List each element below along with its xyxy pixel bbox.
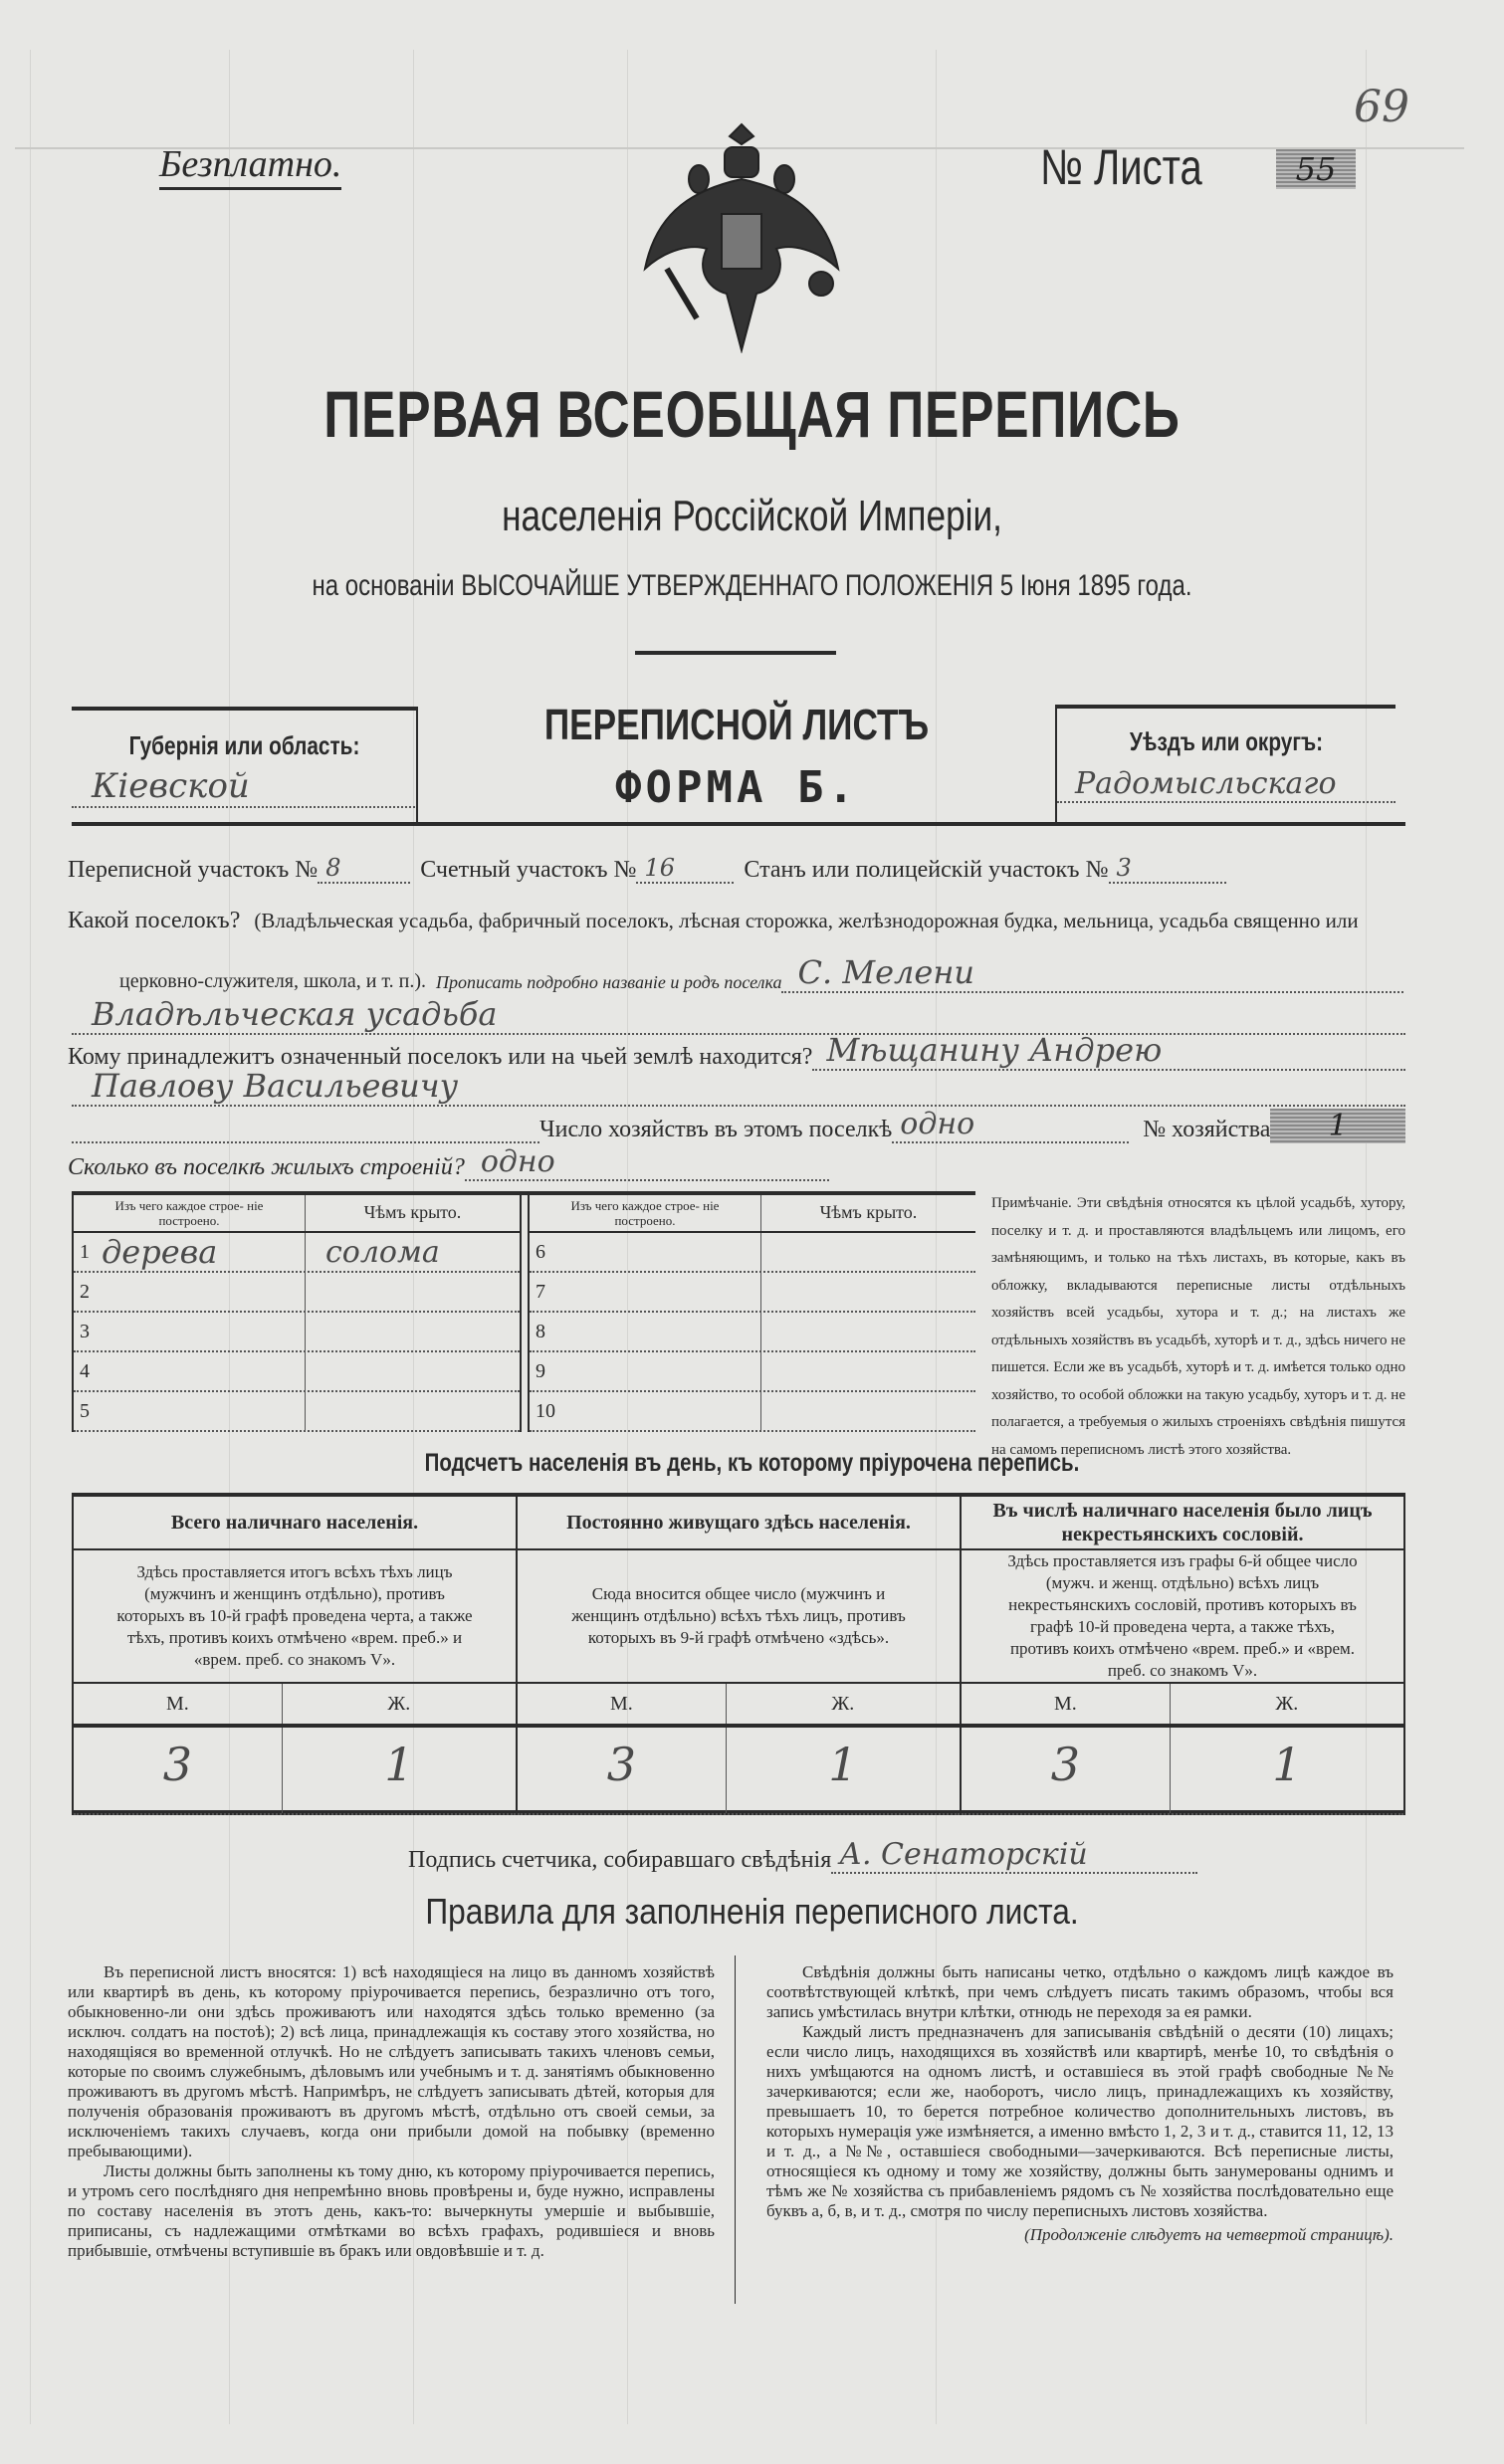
table-row	[74, 1313, 520, 1352]
owner-label: Кому принадлежитъ означенный поселокъ или на чьей землѣ находится?	[68, 1044, 813, 1070]
female-count-field[interactable]: 1	[384, 1738, 414, 1791]
table-row	[530, 1273, 975, 1313]
signature-field[interactable]: А. Сенаторскій	[831, 1837, 1197, 1874]
material-cell[interactable]	[74, 1273, 306, 1311]
signature-label: Подпись счетчика, собиравшаго свѣдѣнія	[408, 1847, 832, 1873]
table-row	[530, 1313, 975, 1352]
female-label: Ж.	[387, 1693, 411, 1715]
row-number: 6	[536, 1240, 545, 1263]
roof-cell[interactable]: солома	[324, 1235, 440, 1270]
basis-line: на основаніи ВЫСОЧАЙШЕ УТВЕРЖДЕННАГО ПОЛОЖЕНІЯ 5 Іюня 1895 года.	[312, 569, 1192, 602]
column-header-roof: Чѣмъ крыто.	[363, 1202, 462, 1222]
settlement-field[interactable]: С. Мелени	[781, 953, 1403, 993]
household-number-label: № хозяйства	[1143, 1117, 1271, 1142]
households-label: Число хозяйствъ въ этомъ поселкѣ	[539, 1117, 893, 1142]
table-header	[74, 1195, 520, 1233]
material-cell[interactable]	[530, 1313, 761, 1350]
female-label: Ж.	[1275, 1693, 1299, 1715]
material-cell[interactable]	[530, 1233, 761, 1271]
rules-paragraph: Въ переписной листъ вносятся: 1) всѣ находящіеся на лицо въ данномъ хозяйствѣ или квартирѣ въ день, къ которому пріурочивается перепись, безразлично отъ того, обыкновенно-ли они здѣсь проживаютъ или находятся здѣсь только временно (за исключ. солдатъ на постоѣ); 2) всѣ лица, принадлежащія къ составу этого хозяйства, но находящіяся во временной отлучкѣ. Но не слѣдуетъ записывать такихъ членовъ семьи, которые по своимъ служебнымъ, дѣловымъ или учебнымъ и т. д. занятіямъ обыкновенно проживаютъ въ другомъ мѣстѣ. Напримѣръ, не слѣдуетъ записывать дѣтей, которыя для полученія образованія проживаютъ въ другомъ мѣстѣ, отдѣльно отъ своей семьи, за исключеніемъ такихъ случаевъ, когда они прибыли домой на побывку (временно пребывающими).	[68, 1962, 715, 2160]
material-cell[interactable]	[74, 1392, 306, 1430]
male-label: М.	[962, 1684, 1171, 1724]
table-row	[74, 1352, 520, 1392]
table-row	[530, 1233, 975, 1273]
households-row	[72, 1107, 1405, 1143]
female-count-field[interactable]: 1	[1272, 1738, 1302, 1791]
blank-line	[72, 1141, 539, 1143]
divider	[735, 1955, 736, 2304]
divider	[635, 651, 836, 655]
households-field[interactable]: одно	[892, 1107, 1129, 1143]
settlement-row-2	[119, 953, 1403, 993]
double-headed-eagle-icon	[637, 119, 846, 353]
buildings-row	[68, 1144, 829, 1181]
sheet-number-label: № Листа	[1040, 139, 1202, 195]
show-through-line	[30, 50, 31, 2424]
counting-district-field[interactable]: 16	[636, 854, 734, 884]
population-table	[72, 1493, 1405, 1815]
divider	[1055, 707, 1057, 824]
divider	[1055, 705, 1396, 709]
table-row	[530, 1392, 975, 1432]
sex-labels	[518, 1684, 960, 1728]
owner-field[interactable]: Мѣщанину Андрею	[812, 1031, 1405, 1071]
page-subtitle: населенія Россійской Имперіи,	[502, 492, 1002, 540]
material-cell[interactable]	[74, 1313, 306, 1350]
male-count-field[interactable]: 3	[74, 1728, 283, 1813]
roof-cell[interactable]	[306, 1313, 520, 1350]
row-number: 4	[80, 1359, 90, 1382]
row-number: 10	[536, 1399, 555, 1422]
male-count-field[interactable]: 3	[962, 1728, 1171, 1813]
buildings-note: Примѣчаніе. Эти свѣдѣнія относятся къ цѣлой усадьбѣ, хутору, поселку и т. д. и проставляются владѣльцемъ или лицомъ, его замѣняющимъ, и только на тѣхъ листахъ, въ которые, какъ въ обложку, вкладываются переписные листы отдѣльныхъ хозяйствъ всей усадьбы, хутора и т. д.; на листахъ же отдѣльныхъ хозяйствъ въ усадьбѣ, хуторѣ и т. д., здѣсь ничего не пишется. Если же въ усадьбѣ, хуторѣ и т. д. имѣется только одно хозяйство, то особой обложки на такую усадьбу, хуторъ и т. д. не полагается, а требуемыя о жилыхъ строеніяхъ свѣдѣнія пишутся на самомъ переписномъ листѣ этого хозяйства.	[991, 1195, 1405, 1458]
population-column-header: Въ числѣ наличнаго населенія было лицъ некрестьянскихъ сословій.	[962, 1497, 1403, 1550]
owner-field-2[interactable]: Павлову Васильевичу	[72, 1067, 1405, 1107]
row-number: 8	[536, 1320, 545, 1342]
female-label: Ж.	[831, 1693, 855, 1715]
sex-values	[518, 1728, 960, 1815]
roof-cell[interactable]	[306, 1392, 520, 1430]
divider	[72, 822, 1405, 826]
population-column-description: Здѣсь проставляется итогъ всѣхъ тѣхъ лицъ (мужчинъ и женщинъ отдѣльно), противъ которыхъ въ 10-й графѣ проведена черта, а также тѣхъ, противъ коихъ отмѣчено «врем. преб.» и «врем. преб. со знакомъ V».	[74, 1550, 516, 1684]
settlement-label: Какой поселокъ?	[68, 908, 241, 933]
population-column-header: Всего наличнаго населенія.	[74, 1497, 516, 1550]
population-column-description: Здѣсь проставляется изъ графы 6-й общее число (мужч. и женщ. отдѣльно) всѣхъ лицъ некрестьянскихъ сословій, противъ которыхъ въ графѣ 10-й проведена черта, а также тѣхъ, противъ коихъ отмѣчено «врем. преб.» и «врем. преб. со знакомъ V».	[962, 1550, 1403, 1684]
settlement-hint-2: церковно-служителя, школа, и т. п.).	[119, 970, 426, 992]
population-column-description: Сюда вносится общее число (мужчинъ и женщинъ отдѣльно) всѣхъ тѣхъ лицъ, противъ которыхъ въ 9-й графѣ отмѣчено «здѣсь».	[518, 1550, 960, 1684]
population-column	[962, 1497, 1403, 1810]
buildings-label: Сколько въ поселкѣ жилыхъ строеній?	[68, 1154, 465, 1180]
district-field[interactable]: Радомысльскаго	[1057, 766, 1396, 803]
rules-left-column	[68, 1962, 715, 2261]
rules-title: Правила для заполненія переписного листа.	[425, 1891, 1079, 1932]
buildings-table	[72, 1191, 975, 1432]
district-numbers-row	[68, 854, 1226, 884]
female-count-field[interactable]: 1	[828, 1738, 858, 1791]
police-district-field[interactable]: 3	[1109, 854, 1226, 884]
form-title: ПЕРЕПИСНОЙ ЛИСТЪ	[543, 701, 930, 749]
rules-right-column	[766, 1962, 1394, 2245]
table-row	[74, 1233, 520, 1273]
form-subtitle: ФОРМА Б.	[615, 762, 858, 813]
column-header-material: Изъ чего каждое строе- ніе построено.	[74, 1195, 306, 1231]
owner-row	[68, 1031, 1405, 1071]
sex-labels	[962, 1684, 1403, 1728]
roof-cell[interactable]	[306, 1273, 520, 1311]
column-header-material: Изъ чего каждое строе- ніе построено.	[530, 1195, 761, 1231]
counting-district-label: Счетный участокъ №	[420, 857, 637, 883]
material-cell[interactable]	[530, 1273, 761, 1311]
table-row	[530, 1352, 975, 1392]
row-number: 3	[80, 1320, 90, 1342]
sheet-number-value: 55	[1276, 149, 1356, 189]
roof-cell[interactable]	[761, 1273, 975, 1311]
divider	[520, 1195, 530, 1432]
population-column	[74, 1497, 518, 1810]
settlement-instruction: Прописать подробно названіе и родъ поселка	[436, 972, 782, 992]
sex-values	[74, 1728, 516, 1815]
male-label: М.	[74, 1684, 283, 1724]
household-number-field[interactable]: 1	[1270, 1109, 1405, 1143]
province-label: Губернія или область:	[128, 730, 360, 760]
row-number: 9	[536, 1359, 545, 1382]
continued-note: (Продолженіе слѣдуетъ на четвертой страницѣ).	[1024, 2225, 1394, 2244]
rules-paragraph: Каждый листъ предназначенъ для записыванія свѣдѣній о десяти (10) лицахъ; если число лицъ, находящихся въ хозяйствѣ или квартирѣ, менѣе 10, то свѣдѣнія о нихъ умѣщаются на одномъ листѣ, и оставшіеся въ этой графѣ свободные №№ зачеркиваются; если же, наоборотъ, число лицъ, принадлежащихъ къ хозяйству, превышаетъ 10, то берется потребное количество дополнительныхъ листовъ, въ которыхъ нумерація уже измѣняется, а именно вмѣсто 1, 2, 3 и т. д., ставится 11, 12, 13 и т. д., а №№, оставшіеся свободными—зачеркиваются. Всѣ переписные листы, относящіеся къ одному и тому же хозяйству, должны быть занумерованы однимъ и тѣмъ же № хозяйства съ прибавленіемъ рядомъ съ № хозяйства послѣдовательно еще буквъ а, б, в, и т. д., смотря по числу переписныхъ листовъ хозяйства.	[766, 2022, 1394, 2220]
population-column	[518, 1497, 962, 1810]
roof-cell[interactable]	[761, 1313, 975, 1350]
census-district-field[interactable]: 8	[318, 854, 410, 884]
row-number: 7	[536, 1280, 545, 1303]
population-column-header: Постоянно живущаго здѣсь населенія.	[518, 1497, 960, 1550]
free-label: Безплатно.	[159, 141, 341, 190]
roof-cell[interactable]	[761, 1352, 975, 1390]
male-label: М.	[518, 1684, 727, 1724]
police-district-label: Станъ или полицейскій участокъ №	[744, 857, 1109, 883]
table-row	[74, 1273, 520, 1313]
male-count-field[interactable]: 3	[518, 1728, 727, 1813]
material-cell[interactable]	[530, 1352, 761, 1390]
table-row	[74, 1392, 520, 1432]
material-cell[interactable]	[74, 1352, 306, 1390]
row-number: 1	[80, 1240, 90, 1263]
settlement-field-2[interactable]: Владѣльческая усадьба	[72, 995, 1405, 1035]
divider	[72, 707, 417, 711]
archive-page-number: 69	[1354, 82, 1409, 132]
table-header	[530, 1195, 975, 1233]
material-cell[interactable]	[74, 1233, 306, 1271]
sex-values	[962, 1728, 1403, 1815]
rules-paragraph: Свѣдѣнія должны быть написаны четко, отдѣльно о каждомъ лицѣ каждое въ соотвѣтствующей клѣткѣ, при чемъ слѣдуетъ писать такимъ образомъ, чтобы вся запись умѣстилась внутри клѣтки, отнюдь не переходя за ея рамки.	[766, 1962, 1394, 2021]
material-cell[interactable]	[530, 1392, 761, 1430]
settlement-hint: (Владѣльческая усадьба, фабричный поселокъ, лѣсная сторожка, желѣзнодорожная будка, мельница, усадьба священно или	[254, 909, 1359, 932]
row-number: 2	[80, 1280, 90, 1303]
population-title: Подсчетъ населенія въ день, къ которому пріурочена перепись.	[424, 1449, 1080, 1477]
signature-row	[408, 1837, 1197, 1874]
buildings-field[interactable]: одно	[465, 1144, 829, 1181]
roof-cell[interactable]	[761, 1233, 975, 1271]
material-value: дерева	[102, 1233, 218, 1271]
settlement-row	[68, 908, 1401, 934]
district-label: Уѣздъ или округъ:	[1129, 726, 1324, 756]
province-field[interactable]: Кіевской	[72, 766, 415, 808]
row-number: 5	[80, 1399, 90, 1422]
census-district-label: Переписной участокъ №	[68, 857, 319, 883]
rules-paragraph: Листы должны быть заполнены къ тому дню, къ которому пріурочивается перепись, и утромъ сего послѣдняго дня непремѣнно вновь провѣрены и, буде нужно, исправлены по составу населенія въ этотъ день, какъ-то: вычеркнуты умершіе и выбывшіе, приписаны, съ надлежащими отмѣтками во всѣхъ графахъ, родившіеся и вновь прибывшіе, отмѣчены вступившіе въ бракъ или овдовѣвшіе и т. д.	[68, 2161, 715, 2260]
roof-cell[interactable]	[761, 1392, 975, 1430]
page-title: ПЕРВАЯ ВСЕОБЩАЯ ПЕРЕПИСЬ	[323, 377, 1181, 451]
roof-cell[interactable]	[306, 1352, 520, 1390]
column-header-roof: Чѣмъ крыто.	[819, 1202, 918, 1222]
sex-labels	[74, 1684, 516, 1728]
